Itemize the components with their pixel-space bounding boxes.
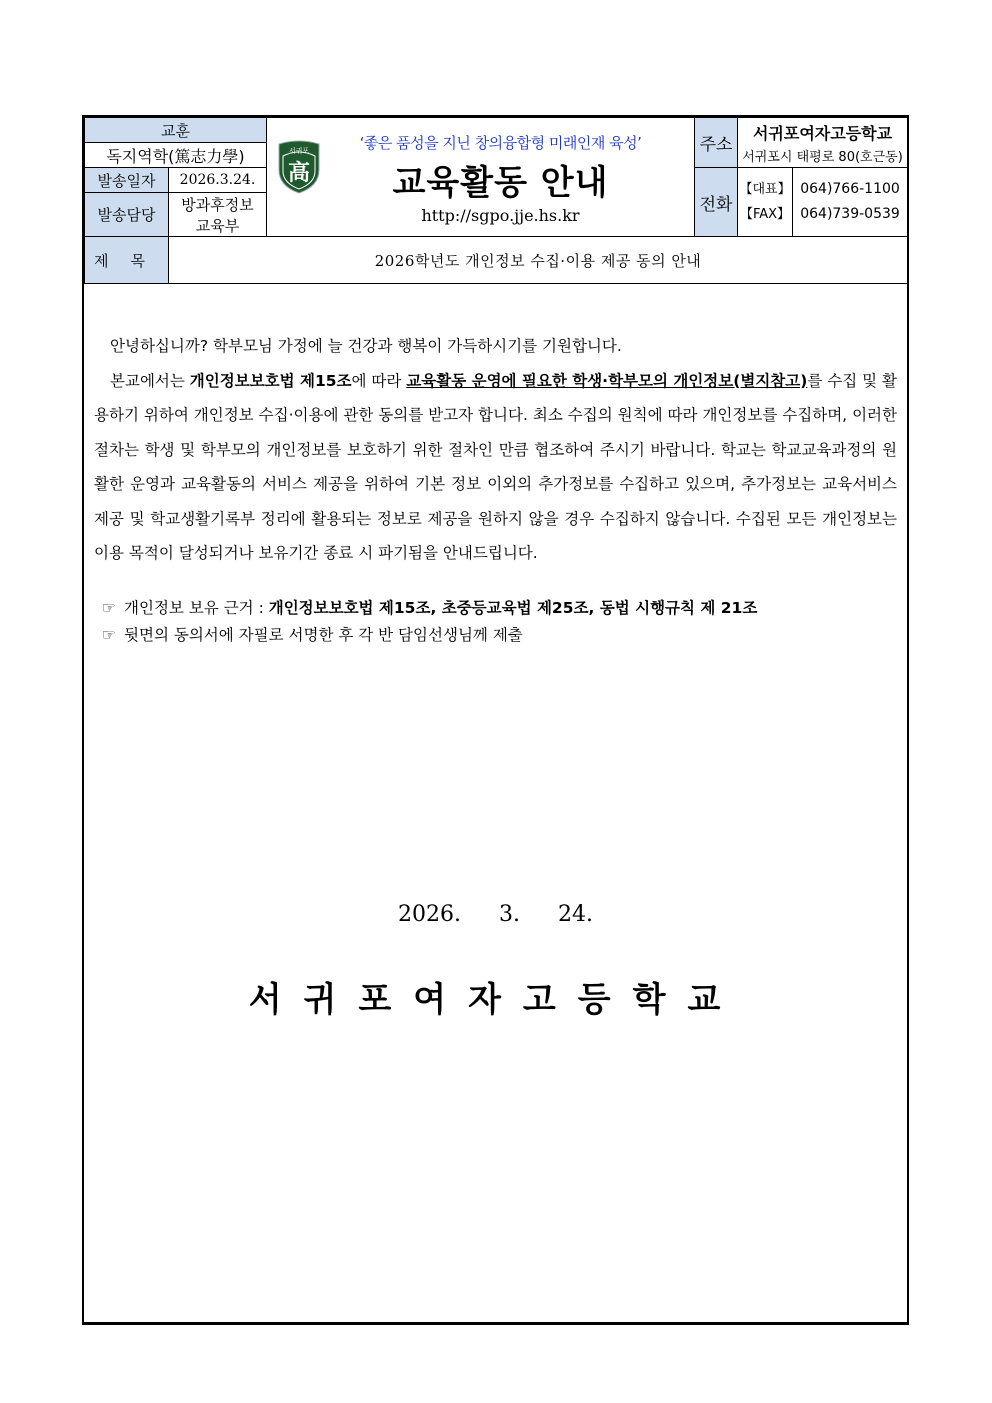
phone-label: 전화 (695, 168, 738, 237)
svg-text:서귀포: 서귀포 (288, 147, 310, 155)
dept-label: 발송담당 (85, 193, 169, 237)
svg-text:高: 高 (288, 160, 311, 186)
school-logo-icon (277, 140, 321, 194)
motto-label: 교훈 (85, 118, 267, 143)
slogan: ‘좋은 품성을 지닌 창의융합형 미래인재 육성’ (359, 133, 642, 152)
bullet-item: ☞ 개인정보 보유 근거 : 개인정보보호법 제15조, 초중등교육법 제25조, 동법 시행규칙 제 21조 (102, 595, 892, 622)
sent-date-value: 2026.3.24. (169, 168, 267, 193)
motto-value: 독지역학(篤志力學) (85, 143, 267, 168)
title-block (267, 118, 695, 237)
address-label: 주소 (695, 118, 738, 168)
pointing-hand-icon: ☞ (102, 599, 116, 617)
subject-title: 2026학년도 개인정보 수집·이용 제공 동의 안내 (169, 237, 908, 284)
bullet-item: ☞ 뒷면의 동의서에 자필로 서명한 후 각 반 담임선생님께 제출 (102, 622, 892, 649)
school-url: http://sgpo.jje.hs.kr (421, 205, 580, 225)
school-name: 서귀포여자고등학교 (752, 123, 893, 143)
page-title: 교육활동 안내 (392, 162, 609, 203)
subject-label: 제목 (85, 237, 169, 284)
school-address: 서귀포시 태평로 80(호근동) (742, 149, 903, 165)
phone-main: 064)766-1100 (800, 181, 900, 197)
pointing-hand-icon: ☞ (102, 626, 116, 644)
dept-value: 방과후정보 교육부 (169, 193, 267, 237)
phone-numbers (793, 168, 908, 237)
phone-tags: 【대표】 【FAX】 (738, 168, 793, 237)
sent-date-label: 발송일자 (85, 168, 169, 193)
main-paragraph: 본교에서는 개인정보보호법 제15조에 따라 교육활동 운영에 필요한 학생·학부모의 개인정보(별지참고)를 수집 및 활용하기 위하여 개인정보 수집·이용에 관한 동의를 받고자 합니다. 최소 수집의 원칙에 따라 개인정보를 수집하며, 이러한 절차는 학생 및 학부모의 개인정보를 보호하기 위한 절차인 만큼 협조하여 주시기 바랍니다. 학교는 학교교육과정의 원활한 운영과 교육활동의 서비스 제공을 위하여 기본 정보 이외의 추가정보를 수집하고 있으며, 추가정보는 교육서비스 제공 및 학교생활기록부 정리에 활용되는 정보로 제공을 원하지 않을 경우 수집하지 않습니다. 수집된 모든 개인정보는 이용 목적이 달성되거나 보유기간 종료 시 파기됨을 안내드립니다. (94, 371, 897, 562)
issue-date: 2026. 3. 24. (398, 902, 593, 927)
phone-fax: 064)739-0539 (800, 206, 900, 222)
header-table (84, 117, 908, 284)
document-page (82, 115, 909, 1325)
address-cell (738, 118, 908, 168)
body-text (94, 329, 897, 571)
greeting: 안녕하십니까? 학부모님 가정에 늘 건강과 행복이 가득하시기를 기원합니다. (110, 337, 622, 355)
bullet-list (102, 595, 892, 649)
school-signature: 서귀포여자고등학교 (248, 980, 743, 1020)
